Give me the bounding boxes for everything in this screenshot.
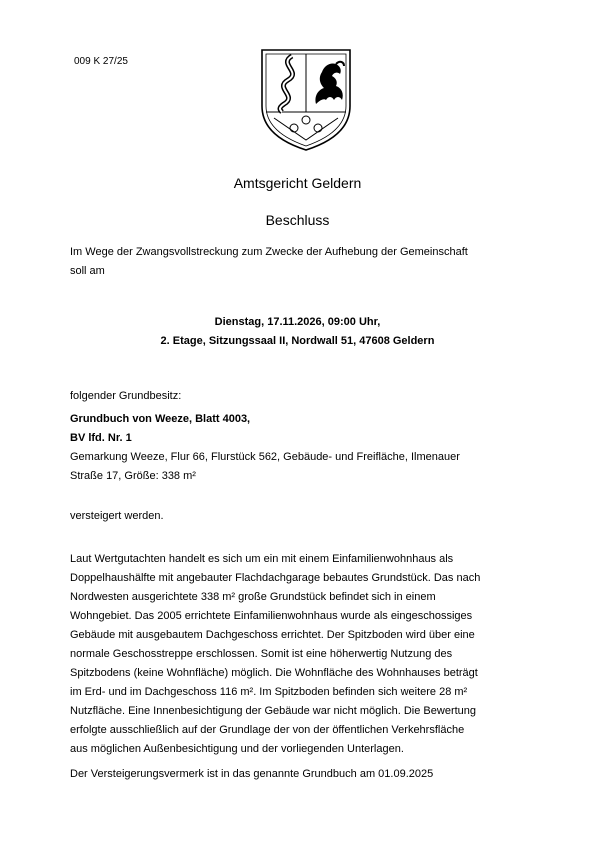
court-name: Amtsgericht Geldern <box>233 175 362 191</box>
auction-note: Der Versteigerungsvermerk ist in das genannte Grundbuch am 01.09.2025 <box>70 768 434 780</box>
property-description: Straße 17, Größe: 338 m² <box>70 470 196 482</box>
valuation-line: Spitzbodens (keine Wohnfläche) möglich. Die Wohnfläche des Wohnhauses beträgt <box>70 667 478 679</box>
land-register: Grundbuch von Weeze, Blatt 4003, <box>70 413 251 425</box>
valuation-line: Doppelhaushälfte mit angebauter Flachdachgarage bebautes Grundstück. Das nach <box>70 572 481 584</box>
following-label: folgender Grundbesitz: <box>70 390 182 402</box>
auctioned-text: versteigert werden. <box>70 510 164 522</box>
appointment-location: 2. Etage, Sitzungssaal II, Nordwall 51, 47608 Geldern <box>160 335 435 347</box>
property-description: Gemarkung Weeze, Flur 66, Flurstück 562, Gebäude- und Freifläche, Ilmenauer <box>70 451 460 463</box>
valuation-line: Nordwesten ausgerichtete 338 m² große Grundstück befindet sich in einem <box>70 591 436 603</box>
valuation-line: erfolgte ausschließlich auf der Grundlage der von der öffentlichen Verkehrsfläche <box>70 724 465 736</box>
intro-line: Im Wege der Zwangsvollstreckung zum Zwecke der Aufhebung der Gemeinschaft <box>70 246 468 258</box>
valuation-line: Laut Wertgutachten handelt es sich um ein mit einem Einfamilienwohnhaus als <box>70 553 454 565</box>
valuation-line: Nutzfläche. Eine Innenbesichtigung der Gebäude war nicht möglich. Die Bewertung <box>70 705 477 717</box>
valuation-line: im Erd- und im Dachgeschoss 116 m². Im Spitzboden befinden sich weitere 28 m² <box>70 686 468 698</box>
valuation-line: aus möglichen Außenbesichtigung und der vorliegenden Unterlagen. <box>70 743 404 755</box>
appointment-date: Dienstag, 17.11.2026, 09:00 Uhr, <box>214 316 381 328</box>
intro-line: soll am <box>70 265 105 277</box>
valuation-line: Gebäude mit ausgebautem Dachgeschoss errichtet. Der Spitzboden wird über eine <box>70 629 475 641</box>
decision-title: Beschluss <box>265 212 330 228</box>
valuation-line: Wohngebiet. Das 2005 errichtete Einfamilienwohnhaus wurde als eingeschossiges <box>70 610 473 622</box>
valuation-line: normale Geschosstreppe erschlossen. Somit ist eine höherwertig Nutzung des <box>70 648 453 660</box>
coat-of-arms-nrw-icon <box>258 44 354 154</box>
register-entry: BV lfd. Nr. 1 <box>70 432 132 444</box>
intro-paragraph <box>70 243 540 281</box>
file-number: 009 K 27/25 <box>74 56 128 67</box>
property-block <box>70 410 540 486</box>
valuation-paragraph <box>70 550 540 759</box>
